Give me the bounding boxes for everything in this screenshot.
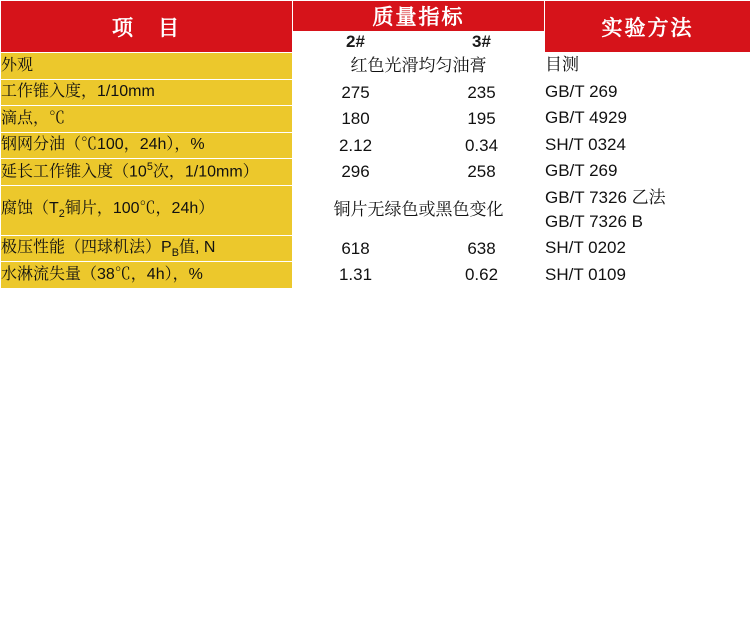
table-row — [1, 262, 750, 289]
table-header-row-primary — [1, 1, 750, 32]
row-value-grade-2: 2.12 — [293, 132, 419, 159]
header-quality-index: 质量指标 — [293, 1, 545, 32]
row-method — [545, 159, 750, 186]
table-row — [1, 132, 750, 159]
table-row — [1, 53, 750, 80]
row-item-label: 水淋流失量（38℃，4h），% — [1, 262, 293, 289]
header-grade-3: 3# — [419, 32, 545, 53]
row-method — [545, 185, 750, 235]
row-item-label: 工作锥入度，1/10mm — [1, 79, 293, 106]
row-item-label: 延长工作锥入度（$10^5$次，1/10mm） — [1, 159, 293, 186]
row-method — [545, 79, 750, 106]
row-method — [545, 262, 750, 289]
row-item-label: 腐蚀（$T_2$铜片，100℃，24h） — [1, 185, 293, 235]
row-value-grade-3: 195 — [419, 106, 545, 133]
table-row — [1, 159, 750, 186]
row-value-grade-2: 296 — [293, 159, 419, 186]
row-value-grade-3: 235 — [419, 79, 545, 106]
header-grade-2: 2# — [293, 32, 419, 53]
method-line-1: GB/T 7326 乙法 — [545, 187, 666, 207]
table-row — [1, 235, 750, 262]
row-method — [545, 132, 750, 159]
table-row — [1, 106, 750, 133]
method-line-1: 目测 — [545, 55, 579, 75]
header-test-method: 实验方法 — [545, 1, 750, 53]
table-body — [1, 53, 750, 289]
row-value-grade-2: 180 — [293, 106, 419, 133]
method-line-2: GB/T 7326 B — [545, 212, 643, 232]
method-line-1: GB/T 269 — [545, 161, 618, 181]
table-row — [1, 185, 750, 235]
method-line-1: SH/T 0324 — [545, 134, 626, 154]
row-value-grade-3: 0.62 — [419, 262, 545, 289]
row-item-label: 外观 — [1, 53, 293, 80]
row-value-grade-2: 618 — [293, 235, 419, 262]
row-item-label: 极压性能（四球机法）$P_B$值, N — [1, 235, 293, 262]
method-line-1: GB/T 4929 — [545, 108, 627, 128]
row-method — [545, 235, 750, 262]
row-value-grade-2: 275 — [293, 79, 419, 106]
row-item-label: 滴点，℃ — [1, 106, 293, 133]
table-row — [1, 79, 750, 106]
row-value-grade-2: 1.31 — [293, 262, 419, 289]
method-line-1: SH/T 0202 — [545, 238, 626, 258]
specification-table — [0, 0, 750, 289]
method-line-1: GB/T 269 — [545, 81, 618, 101]
row-method — [545, 53, 750, 80]
row-value-grade-3: 0.34 — [419, 132, 545, 159]
row-item-label: 钢网分油（℃100，24h），% — [1, 132, 293, 159]
method-line-1: SH/T 0109 — [545, 264, 626, 284]
header-item: 项 目 — [1, 1, 293, 53]
row-value-grade-3: 638 — [419, 235, 545, 262]
row-value-grade-3: 258 — [419, 159, 545, 186]
row-merged-value: 铜片无绿色或黑色变化 — [293, 185, 545, 235]
row-merged-value: 红色光滑均匀油膏 — [293, 53, 545, 80]
row-method — [545, 106, 750, 133]
table-header — [1, 1, 750, 53]
